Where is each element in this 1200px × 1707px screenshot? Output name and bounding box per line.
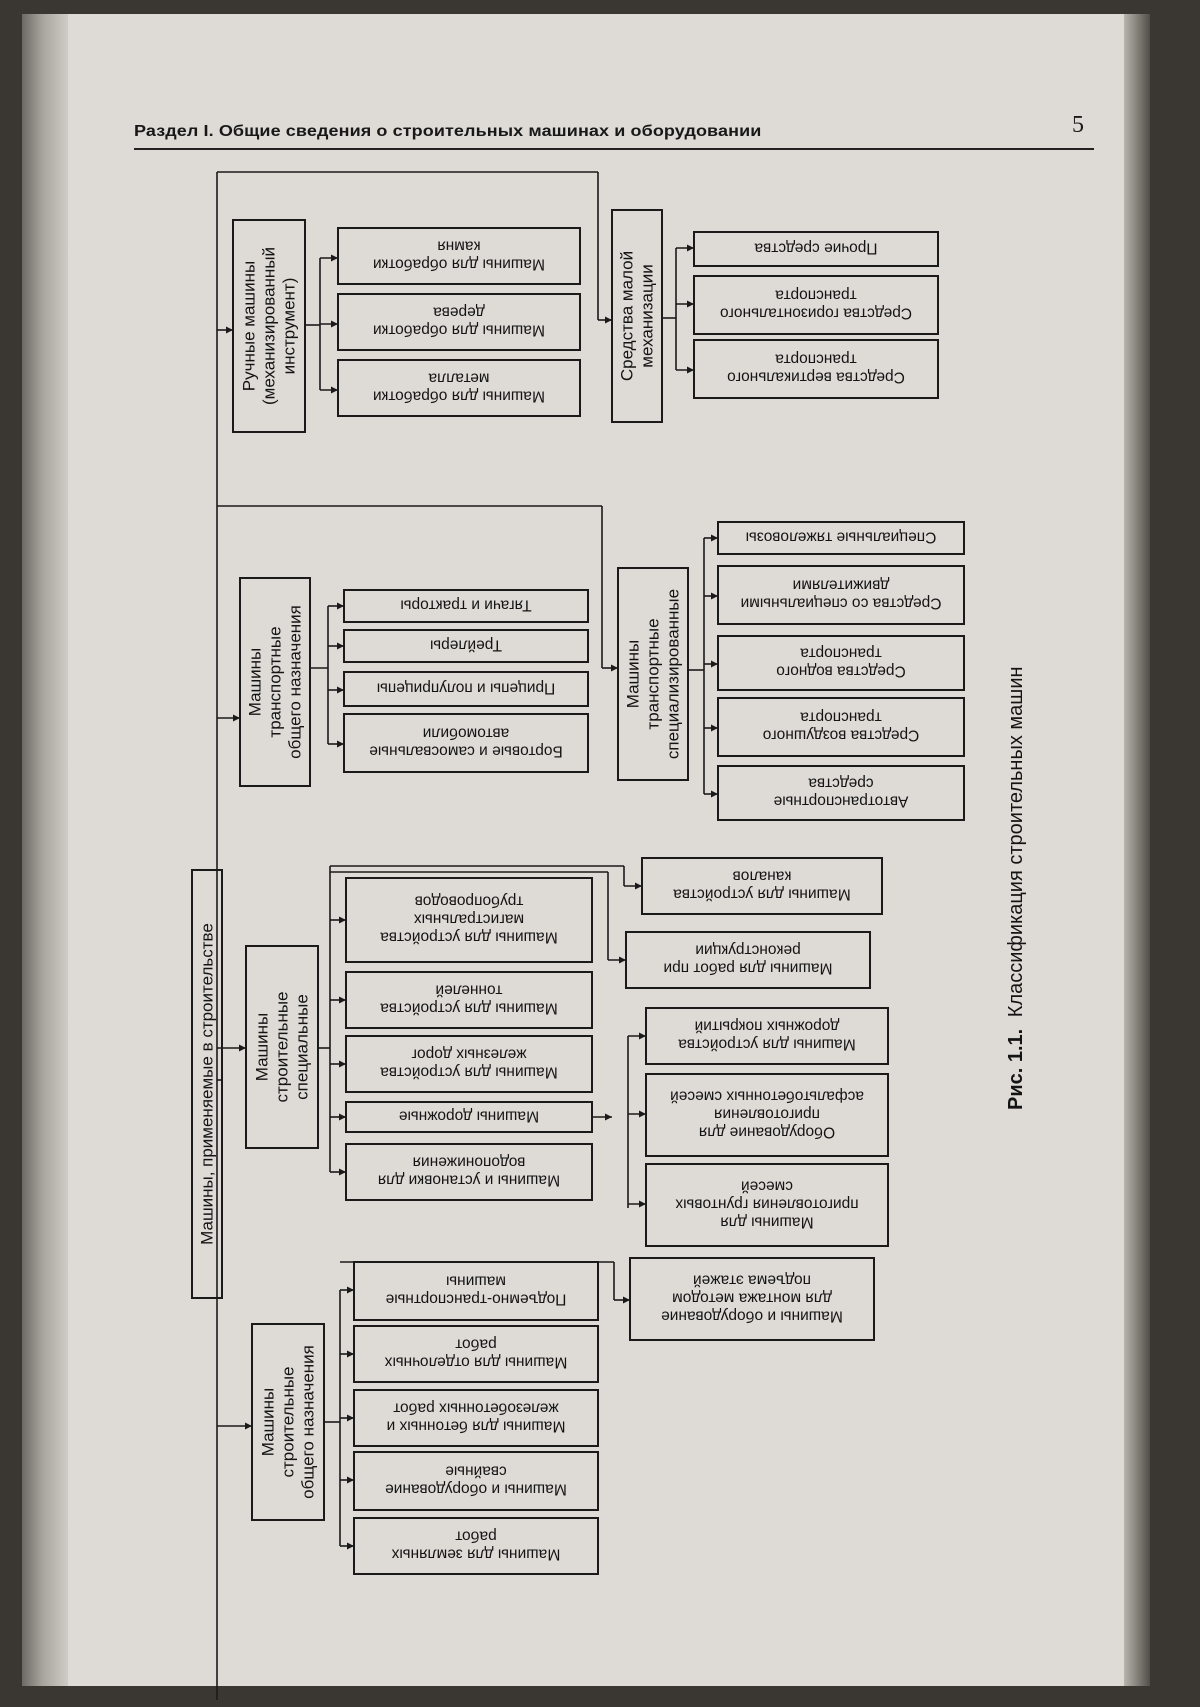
root-box-label	[198, 923, 217, 1245]
group-manual-line: инструмент)	[279, 277, 299, 375]
group-manual	[233, 220, 305, 432]
road-item-soil-line: приготовления грунтовых	[675, 1195, 859, 1213]
transport-general-tractors-label	[400, 597, 531, 614]
group-small-mech	[612, 210, 662, 422]
construction-general-lifting-label	[386, 1273, 567, 1308]
manual-item-metal-line: Машины для обработки	[372, 387, 546, 405]
running-header-title: Раздел I. Общие сведения о строительных машинах и оборудовании	[134, 122, 762, 140]
construction-special-reconstruction-label	[663, 942, 832, 977]
manual-item-metal-line: металла	[428, 369, 490, 387]
transport-special-water-label	[776, 645, 905, 680]
road-item-soil-line: смесей	[740, 1177, 794, 1195]
construction-general-finishing-label	[384, 1336, 567, 1371]
construction-special-drainage-line: Машины и установки для	[377, 1171, 561, 1189]
small-mech-vertical	[694, 340, 938, 398]
construction-general-floor-lifting-line: подъема этажей	[692, 1271, 812, 1289]
construction-special-pipelines	[346, 878, 592, 962]
transport-special-air-line: Средства воздушного	[762, 726, 920, 744]
construction-general-floor-lifting-line: Машины и оборудование	[661, 1307, 843, 1325]
construction-special-tunnels-line: Машины для устройства	[380, 999, 558, 1017]
road-item-soil-line: Машины для	[720, 1213, 814, 1231]
root-box-line: Машины, применяемые в строительстве	[197, 923, 217, 1245]
group-transport-general-line: Машины	[245, 647, 265, 717]
group-transport-general-line: транспортные	[265, 626, 285, 738]
transport-general-semitrailers	[344, 672, 588, 706]
transport-general-trailers-line: Трейлеры	[430, 636, 502, 654]
construction-special-railways	[346, 1036, 592, 1092]
figure-caption-label: Рис. 1.1.	[1005, 1028, 1027, 1110]
manual-item-stone-line: Машины для обработки	[372, 255, 546, 273]
group-construction-general-line: Машины	[258, 1387, 278, 1457]
transport-special-auto-line: средства	[808, 774, 874, 792]
construction-general-finishing-line: Машины для отделочных	[384, 1353, 568, 1371]
construction-special-railways-label	[380, 1046, 558, 1081]
transport-general-trucks-label	[369, 725, 562, 760]
manual-item-metal	[338, 360, 580, 416]
small-mech-other-line: Прочие средства	[754, 239, 878, 257]
road-item-asphalt-label	[670, 1088, 864, 1141]
group-construction-special	[246, 946, 318, 1148]
group-small-mech-label	[618, 251, 657, 381]
construction-special-pipelines-line: магистральных	[413, 910, 525, 928]
transport-general-tractors-line: Тягачи и тракторы	[400, 596, 532, 614]
group-manual-line: Ручные машины	[239, 260, 259, 392]
transport-general-tractors	[344, 590, 588, 622]
group-construction-special-line: Машины	[252, 1012, 272, 1082]
transport-special-movers-line: движителями	[792, 576, 890, 594]
group-construction-special-label	[253, 991, 312, 1102]
transport-special-movers	[718, 566, 964, 624]
construction-special-road	[346, 1102, 592, 1132]
road-item-asphalt-line: Оборудование для	[698, 1123, 836, 1141]
construction-general-concrete	[354, 1390, 598, 1446]
figure-caption-text: Классификация строительных машин	[1005, 666, 1027, 1018]
group-transport-special-line: транспортные	[643, 618, 663, 730]
transport-general-semitrailers-label	[377, 680, 556, 697]
construction-general-earthworks	[354, 1518, 598, 1574]
transport-special-air-line: транспорта	[800, 708, 882, 726]
diagram-boxes	[192, 210, 964, 1574]
construction-general-piles-line: Машины и оборудование	[385, 1480, 567, 1498]
group-transport-special-line: специализированные	[663, 588, 683, 760]
road-item-soil-label	[675, 1178, 859, 1231]
small-mech-other	[694, 232, 938, 266]
group-transport-general-label	[246, 605, 305, 759]
manual-item-wood-label	[373, 304, 545, 339]
construction-special-road-label	[399, 1108, 539, 1125]
construction-special-canals-line: каналов	[732, 867, 792, 885]
construction-special-pipelines-line: трубопроводов	[414, 892, 524, 910]
road-item-asphalt-line: асфальтобетонных смесей	[670, 1087, 864, 1105]
construction-special-reconstruction	[626, 932, 870, 988]
group-construction-general-line: строительные	[278, 1366, 298, 1478]
transport-special-heavy-line: Специальные тяжеловозы	[745, 528, 937, 546]
transport-special-heavy	[718, 522, 964, 554]
transport-special-water-line: транспорта	[800, 644, 882, 662]
construction-special-drainage-line: водопонижения	[412, 1153, 526, 1171]
small-mech-horizontal-line: Средства горизонтального	[719, 304, 913, 322]
transport-special-water-line: Средства водного	[776, 662, 906, 680]
road-item-asphalt-line: приготовления	[714, 1105, 820, 1123]
construction-special-tunnels-line: тоннелей	[435, 981, 503, 999]
transport-general-trailers-label	[430, 637, 502, 654]
transport-special-auto-line: Автотранспортные	[773, 792, 909, 810]
transport-special-movers-label	[741, 577, 942, 612]
group-construction-general-line: общего назначения	[298, 1345, 318, 1499]
manual-item-wood-line: Машины для обработки	[372, 321, 546, 339]
construction-general-finishing-line: работ	[455, 1335, 497, 1353]
group-construction-general	[252, 1324, 324, 1520]
construction-general-lifting-line: Подъемно-транспортные	[385, 1290, 567, 1308]
transport-special-auto-label	[774, 775, 909, 810]
construction-general-concrete-line: Машины для бетонных и	[386, 1417, 566, 1435]
construction-special-reconstruction-line: реконструкции	[695, 941, 801, 959]
construction-special-railways-line: Машины для устройства	[380, 1063, 558, 1081]
transport-special-auto	[718, 766, 964, 820]
manual-item-stone-label	[373, 238, 545, 273]
manual-item-wood	[338, 294, 580, 350]
construction-special-canals-label	[673, 868, 851, 903]
transport-general-semitrailers-line: Прицепы и полуприцепы	[376, 679, 556, 697]
group-transport-general	[240, 578, 310, 786]
manual-item-stone	[338, 228, 580, 284]
group-transport-general-line: общего назначения	[285, 605, 305, 759]
construction-general-piles-label	[385, 1463, 567, 1498]
transport-general-trucks-line: Бортовые и самосвальные	[369, 742, 563, 760]
construction-special-canals-line: Машины для устройства	[673, 885, 851, 903]
transport-special-movers-line: Средства со специальными	[740, 594, 942, 612]
road-item-pavements-line: Машины для устройства	[678, 1035, 856, 1053]
construction-special-canals	[642, 858, 882, 914]
construction-special-tunnels	[346, 972, 592, 1028]
road-item-soil	[646, 1164, 888, 1246]
road-item-pavements	[646, 1008, 888, 1064]
construction-general-concrete-label	[387, 1400, 566, 1435]
group-manual-label	[240, 247, 299, 405]
construction-general-earthworks-line: работ	[455, 1527, 497, 1545]
small-mech-vertical-line: Средства вертикального	[727, 368, 905, 386]
transport-special-air	[718, 698, 964, 756]
transport-special-water	[718, 636, 964, 690]
road-item-pavements-label	[678, 1018, 856, 1053]
group-small-mech-line: Средства малой	[617, 250, 637, 382]
transport-general-trailers	[344, 630, 588, 662]
page-number: 5	[1072, 112, 1084, 138]
construction-special-reconstruction-line: Машины для работ при	[663, 959, 833, 977]
transport-general-trucks-line: автомобили	[422, 724, 510, 742]
group-manual-line: (механизированный	[259, 246, 279, 406]
construction-general-floor-lifting	[630, 1258, 874, 1340]
construction-general-finishing	[354, 1326, 598, 1382]
construction-general-earthworks-label	[391, 1528, 560, 1563]
construction-general-lifting-line: машины	[445, 1272, 507, 1290]
group-transport-special-line: Машины	[623, 639, 643, 709]
small-mech-horizontal-label	[720, 287, 912, 322]
manual-item-wood-line: дерева	[433, 303, 485, 321]
construction-special-drainage	[346, 1144, 592, 1200]
construction-special-railways-line: железных дорог	[411, 1045, 527, 1063]
construction-general-earthworks-line: Машины для земляных	[391, 1545, 561, 1563]
group-small-mech-line: механизации	[637, 264, 657, 368]
construction-special-pipelines-line: Машины для устройства	[380, 928, 558, 946]
small-mech-vertical-label	[727, 351, 905, 386]
construction-special-drainage-label	[378, 1154, 560, 1189]
group-construction-general-label	[259, 1345, 318, 1499]
road-item-pavements-line: дорожных покрытий	[694, 1017, 840, 1035]
construction-general-piles	[354, 1452, 598, 1510]
transport-general-trucks	[344, 714, 588, 772]
construction-general-floor-lifting-label	[661, 1272, 843, 1325]
construction-special-road-line: Машины дорожные	[398, 1107, 540, 1125]
construction-general-piles-line: свайные	[445, 1462, 507, 1480]
transport-special-heavy-label	[746, 529, 937, 546]
group-construction-special-line: специальные	[292, 994, 312, 1100]
small-mech-horizontal-line: транспорта	[775, 286, 857, 304]
group-transport-special	[618, 568, 688, 780]
construction-special-pipelines-label	[380, 893, 558, 946]
construction-general-lifting	[354, 1262, 598, 1320]
group-construction-special-line: строительные	[272, 991, 292, 1103]
construction-special-tunnels-label	[380, 982, 558, 1017]
group-transport-special-label	[624, 589, 683, 759]
transport-special-air-label	[763, 709, 920, 744]
small-mech-vertical-line: транспорта	[775, 350, 857, 368]
small-mech-horizontal	[694, 276, 938, 334]
road-item-asphalt	[646, 1074, 888, 1156]
construction-general-concrete-line: железобетонных работ	[393, 1399, 559, 1417]
manual-item-stone-line: камня	[437, 237, 481, 255]
construction-general-floor-lifting-line: для монтажа методом	[672, 1289, 832, 1307]
manual-item-metal-label	[373, 370, 545, 405]
figure-caption	[1005, 666, 1027, 1110]
small-mech-other-label	[754, 240, 877, 257]
